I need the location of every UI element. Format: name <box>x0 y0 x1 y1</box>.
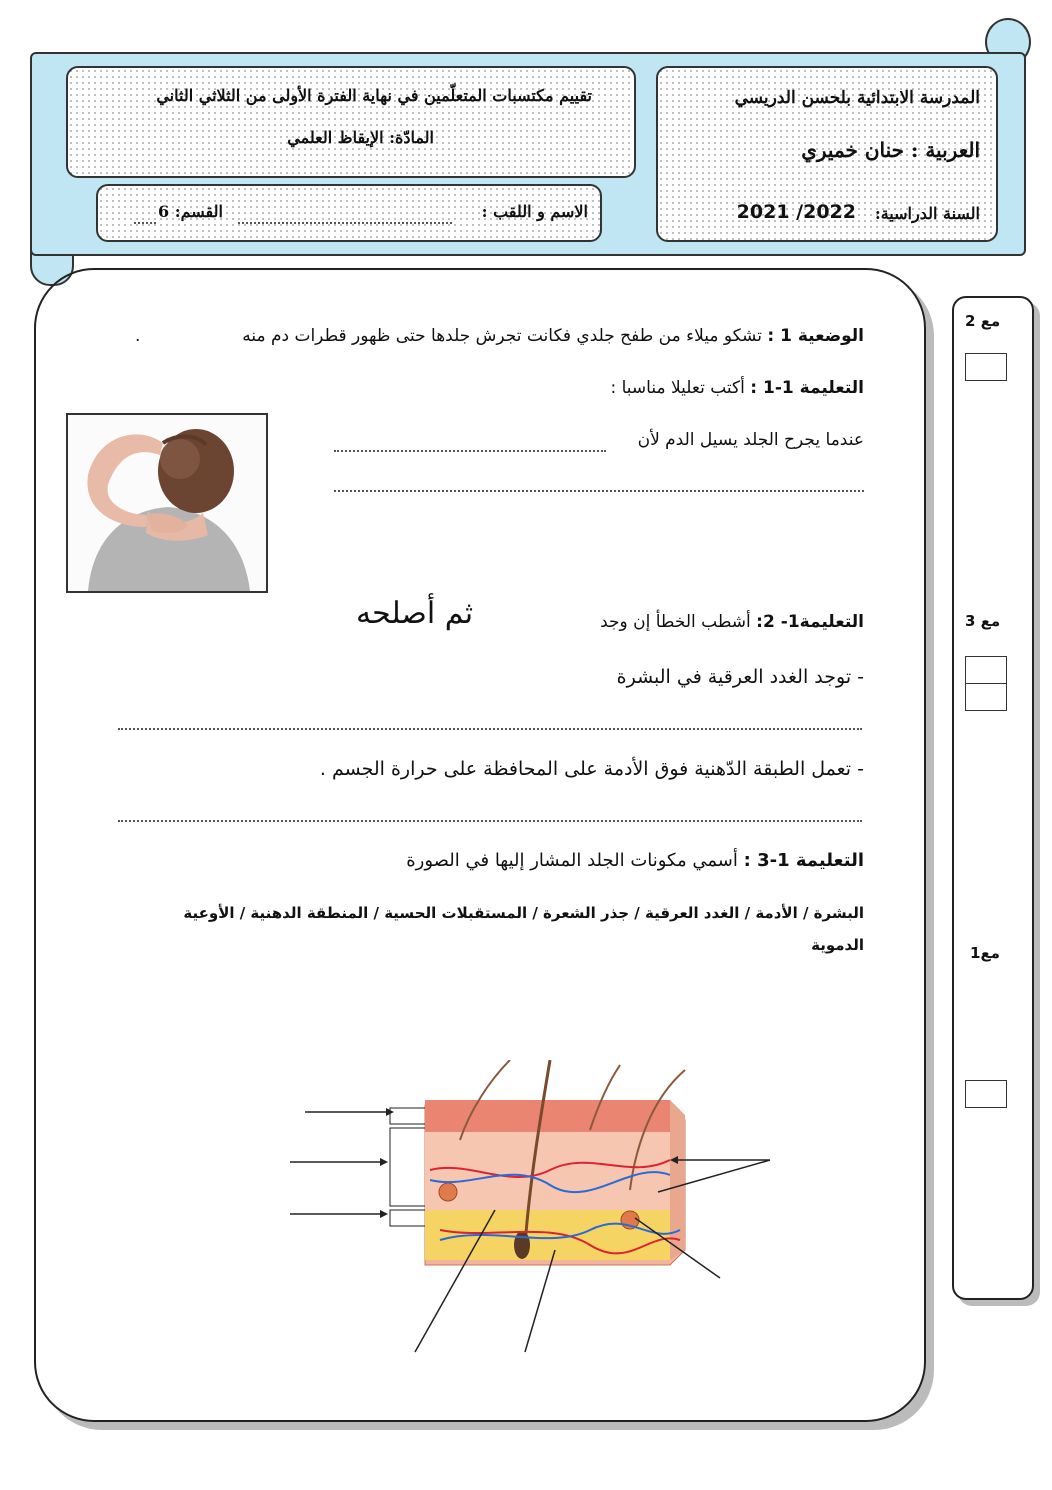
statement-1: - توجد الغدد العرقية في البشرة <box>616 666 864 688</box>
class-dots <box>134 222 156 224</box>
teacher-name: العربية : حنان خميري <box>801 138 980 162</box>
terms-line-1: البشرة / الأدمة / الغدد العرقية / جذر الشعرة / المستقبلات الحسية / المنطقة الدهنية / الأوعية <box>183 904 864 922</box>
school-info-box <box>656 66 998 242</box>
answer-start: عندما يجرح الجلد يسيل الدم لأن <box>637 430 864 450</box>
class-label: القسم: 6 <box>158 202 223 221</box>
epidermis-layer <box>425 1100 670 1132</box>
q2-text: أشطب الخطأ إن وجد <box>600 612 751 632</box>
mark-box-2b[interactable] <box>965 683 1007 711</box>
marks-column <box>952 296 1034 1300</box>
situation-1 <box>242 326 864 346</box>
mark-box-3[interactable] <box>965 1080 1007 1108</box>
mark-label-2: مع 3 <box>965 612 1001 630</box>
question-1-2 <box>600 612 864 632</box>
q1-label: التعليمة 1-1 : <box>750 378 864 398</box>
mark-box-2a[interactable] <box>965 656 1007 684</box>
q1-text: أكتب تعليلا مناسبا : <box>610 378 745 398</box>
mark-label-3: مع1 <box>970 944 1000 962</box>
year-label: السنة الدراسية: <box>874 204 980 223</box>
situation-end-dot: . <box>135 326 141 346</box>
name-label: الاسم و اللقب : <box>481 202 588 221</box>
question-1-1 <box>610 378 864 398</box>
answer-line-2[interactable] <box>334 490 864 492</box>
girl-scratching-photo <box>66 413 268 593</box>
mark-label-1: مع 2 <box>965 312 1001 330</box>
correction-line-1[interactable] <box>118 728 862 730</box>
situation-label: الوضعية 1 : <box>767 326 864 346</box>
q3-text: أسمي مكونات الجلد المشار إليها في الصورة <box>406 850 738 871</box>
skin-diagram <box>290 1060 790 1360</box>
mark-box-1[interactable] <box>965 353 1007 381</box>
school-year: 2021 /2022 <box>736 201 856 223</box>
name-field[interactable] <box>238 222 452 224</box>
exam-title: تقييم مكتسبات المتعلّمين في نهاية الفترة الأولى من الثلاثي الثاني <box>156 86 592 105</box>
q2-label: التعليمة1- 2: <box>756 612 864 632</box>
q2-handwritten: ثم أصلحه <box>356 596 474 631</box>
exam-title-box <box>66 66 636 178</box>
correction-line-2[interactable] <box>118 820 862 822</box>
subject-title: المادّة: الإيقاظ العلمي <box>287 128 434 147</box>
question-1-3 <box>406 850 864 871</box>
school-name: المدرسة الابتدائية بلحسن الدريسي <box>734 88 980 108</box>
terms-line-2: الدموية <box>811 936 864 954</box>
situation-text: تشكو ميلاء من طفح جلدي فكانت تجرش جلدها حتى ظهور قطرات دم منه <box>242 326 762 346</box>
q3-label: التعليمة 1-3 : <box>743 850 864 871</box>
student-info-box <box>96 184 602 242</box>
answer-line-1[interactable] <box>334 450 606 452</box>
statement-2: - تعمل الطبقة الدّهنية فوق الأدمة على المحافظة على حرارة الجسم . <box>319 758 864 780</box>
girl-scratching-image <box>68 415 266 591</box>
